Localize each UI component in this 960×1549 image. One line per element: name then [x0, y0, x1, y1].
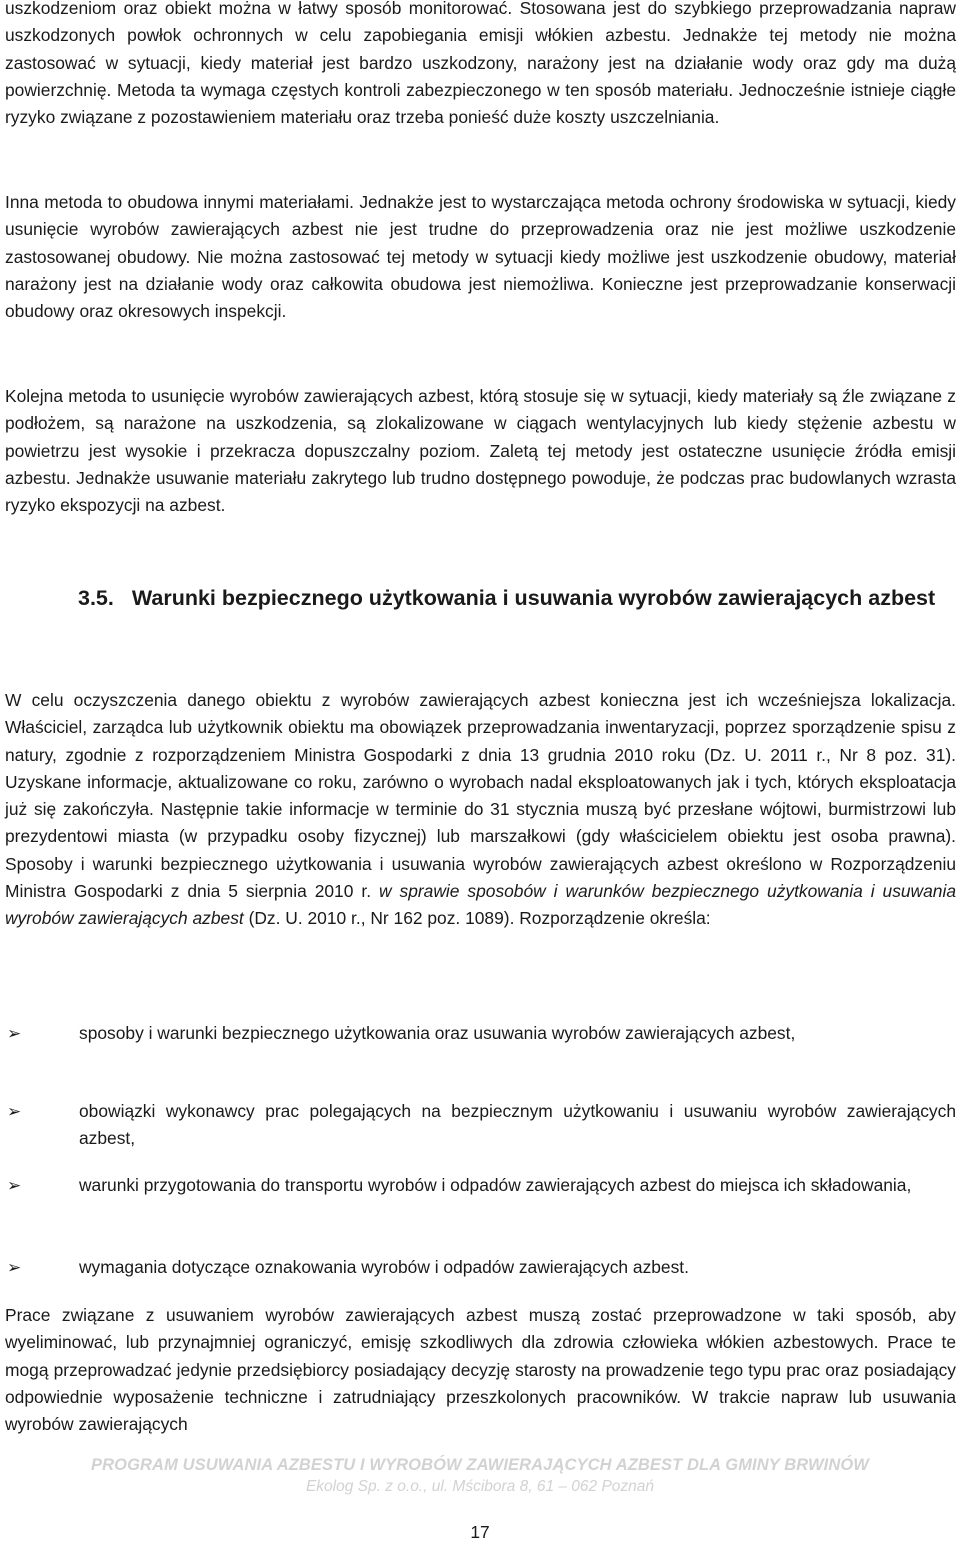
regulation-title: w sprawie sposobów i warunków bezpiecznego użytkowania i usuwania wyrobów zawierających azbest: [5, 881, 956, 929]
page-number: 17: [470, 1522, 490, 1542]
section-heading: [5, 582, 956, 614]
paragraph-removal-requirements: Prace związane z usuwaniem wyrobów zawierających azbest muszą zostać przeprowadzone w taki sposób, aby wyeliminować, lub przynajmniej ograniczyć, emisję szkodliwych dla zdrowia człowieka włókien azbestowych. Prace te mogą przeprowadzać jedynie przedsiębiorcy posiadający decyzję starosty na prowadzenie tego typu prac oraz posiadający odpowiednie wyposażenie techniczne i zatrudniający przeszkolonych pracowników. W trakcie napraw lub usuwania wyrobów zawierających: [5, 1305, 956, 1435]
list-item-text: sposoby i warunki bezpiecznego użytkowania oraz usuwania wyrobów zawierających azbest,: [79, 1023, 796, 1043]
paragraph-inventory-regulation: [5, 687, 956, 933]
arrow-bullet-icon: ➢: [7, 1258, 22, 1277]
arrow-bullet-icon: ➢: [7, 1024, 22, 1043]
paragraph-enclosure-method: Inna metoda to obudowa innymi materiałami. Jednakże jest to wystarczająca metoda ochrony środowiska w sytuacji, kiedy usunięcie wyrobów zawierających azbest nie jest trudne do przeprowadzenia oraz nie jest możliwe uszkodzenie zastosowanej obudowy. Nie można zastosować tej metody w sytuacji kiedy możliwe jest uszkodzenie obudowy, materiał narażony jest na działanie wody oraz całkowita obudowa jest niemożliwa. Konieczne jest przeprowadzanie konserwacji obudowy oraz okresowych inspekcji.: [5, 192, 956, 322]
list-item-text: obowiązki wykonawcy prac polegających na bezpiecznym użytkowaniu i usuwaniu wyrobów zawierających azbest,: [79, 1101, 956, 1149]
section-number: 3.5.: [78, 586, 114, 610]
footer-program-title: PROGRAM USUWANIA AZBESTU I WYROBÓW ZAWIERAJĄCYCH AZBEST DLA GMINY BRWINÓW: [91, 1456, 869, 1474]
paragraph-monitoring-method: uszkodzeniom oraz obiekt można w łatwy sposób monitorować. Stosowana jest do szybkiego przeprowadzania napraw uszkodzonych powłok ochronnych w celu zapobiegania emisji włókien azbestu. Jednakże tej metody nie można zastosować w sytuacji, kiedy materiał jest bardzo uszkodzony, narażony jest na działanie wody oraz gdy ma dużą powierzchnię. Metoda ta wymaga częstych kontroli zabezpieczonego w ten sposób materiału. Jednocześnie istnieje ciągłe ryzyko związane z pozostawieniem materiału oraz trzeba ponieść duże koszty uszczelniania.: [5, 0, 956, 128]
footer-company-address: Ekolog Sp. z o.o., ul. Mścibora 8, 61 – 062 Poznań: [305, 1478, 655, 1495]
list-item-text: warunki przygotowania do transportu wyrobów i odpadów zawierających azbest do miejsca ich składowania,: [79, 1175, 912, 1195]
arrow-bullet-icon: ➢: [7, 1176, 22, 1195]
section-title: Warunki bezpiecznego użytkowania i usuwania wyrobów zawierających azbest: [131, 586, 936, 610]
paragraph-inventory-text: W celu oczyszczenia danego obiektu z wyrobów zawierających azbest konieczna jest ich wcześniejsza lokalizacja. Właściciel, zarządca lub użytkownik obiektu ma obowiązek przeprowadzania inwentaryzacji, poprzez sporządzenie spisu z natury, zgodnie z rozporządzeniem Ministra Gospodarki z dnia 13 grudnia 2010 roku (Dz. U. 2011 r., Nr 8 poz. 31). Uzyskane informacje, aktualizowane co roku, zarówno o wyrobach nadal eksploatowanych jak i tych, których eksploatacja już się zakończyła. Następnie takie informacje w terminie do 31 stycznia muszą być przesłane wójtowi, burmistrzowi lub prezydentowi miasta (w przypadku osoby fizycznej) lub marszałkowi (gdy właścicielem obiektu jest osoba prawna). Sposoby i warunki bezpiecznego użytkowania i usuwania wyrobów zawierających azbest określono w Rozporządzeniu Ministra Gospodarki z dnia 5 sierpnia 2010 r.: [5, 690, 956, 902]
paragraph-removal-method: Kolejna metoda to usunięcie wyrobów zawierających azbest, którą stosuje się w sytuacji, kiedy materiały są źle związane z podłożem, są narażone na uszkodzenia, są zlokalizowane w ciągach wentylacyjnych lub kiedy stężenie azbestu w powietrzu jest wysokie i przekracza dopuszczalny poziom. Zaletą tej metody jest ostateczne usunięcie źródła emisji azbestu. Jednakże usuwanie materiału zakrytego lub trudno dostępnego powoduje, że podczas prac budowlanych wzrasta ryzyko ekspozycji na azbest.: [5, 386, 956, 516]
paragraph-inventory-end: (Dz. U. 2010 r., Nr 162 poz. 1089). Rozporządzenie określa:: [243, 908, 711, 929]
arrow-bullet-icon: ➢: [7, 1102, 22, 1121]
list-item-text: wymagania dotyczące oznakowania wyrobów i odpadów zawierających azbest.: [79, 1257, 689, 1277]
